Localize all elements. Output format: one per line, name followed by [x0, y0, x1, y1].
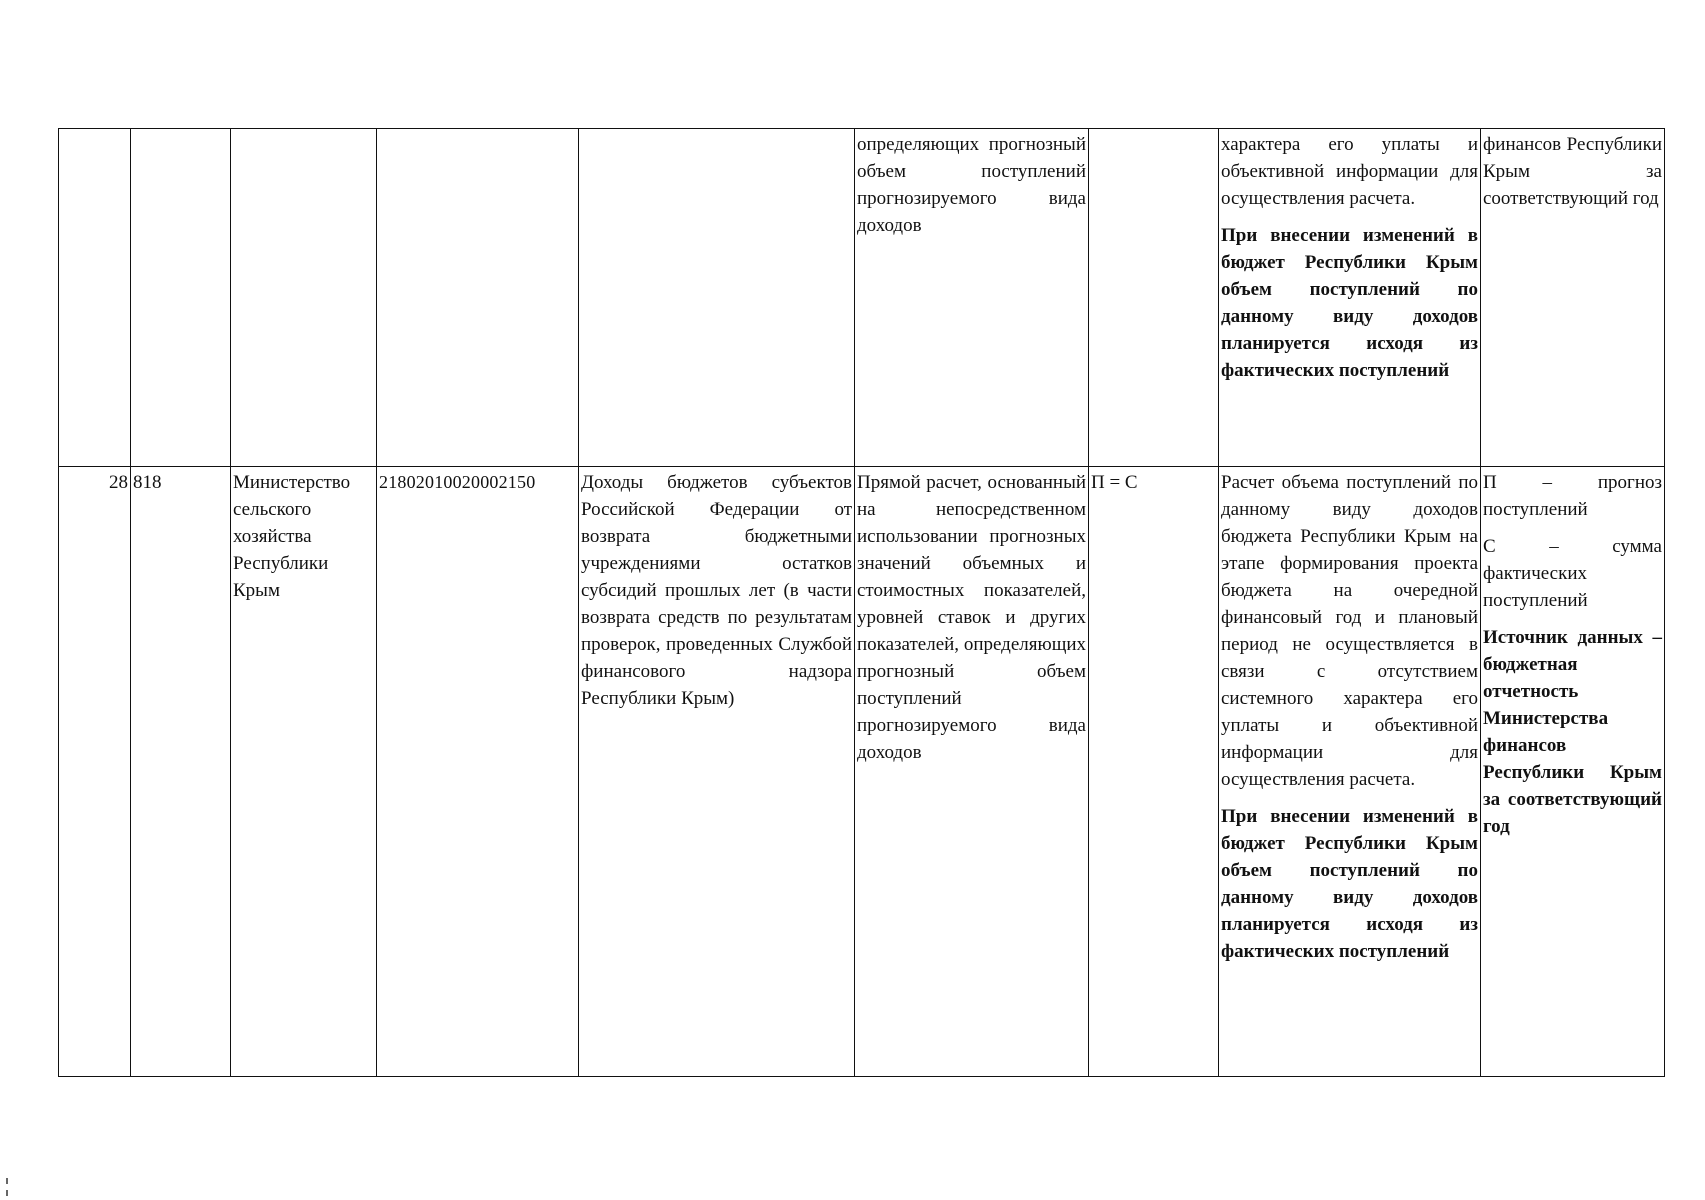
cell-number: 28 [59, 467, 131, 1077]
description-paragraph-1: Расчет объема поступлений по данному виду доходов бюджета Республики Крым на этапе формирования проекта бюджета на очередной финансовый год и плановый период не осуществляется в связи с отсутствием системного характера его уплаты и объективной информации для осуществления расчета. [1221, 472, 1478, 790]
description-paragraph-2: При внесении изменений в бюджет Республики Крым объем поступлений по данному виду доходов планируется исходя из фактических поступлений [1221, 806, 1478, 962]
table-row-continuation [59, 129, 1665, 467]
scan-mark [6, 1190, 8, 1196]
cell-admin-code: 818 [131, 467, 231, 1077]
income-name-text: Доходы бюджетов субъектов Российской Федерации от возврата бюджетными учреждениями остатков субсидий прошлых лет (в части возврата средств по результатам проверок, проведенных Службой финансового надзора Республики Крым) [581, 472, 852, 709]
method-text: определяющих прогнозный объем поступлений прогнозируемого вида доходов [857, 134, 1086, 236]
cell-method [855, 129, 1089, 467]
cell-kbk-code: 21802010020002150 [377, 467, 579, 1077]
cell-method [855, 467, 1089, 1077]
revenue-forecast-table [58, 128, 1665, 1077]
cell-admin-name: Министерство сельского хозяйства Республики Крым [231, 467, 377, 1077]
cell-source [1481, 467, 1665, 1077]
source-paragraph-1: П – прогноз поступлений [1483, 472, 1662, 520]
cell-admin-code [131, 129, 231, 467]
cell-income-name [579, 467, 855, 1077]
description-paragraph-1: характера его уплаты и объективной информации для осуществления расчета. [1221, 134, 1478, 209]
source-paragraph-2: С – сумма фактических поступлений [1483, 536, 1662, 611]
cell-formula [1089, 129, 1219, 467]
cell-number [59, 129, 131, 467]
table-row-28 [59, 467, 1665, 1077]
cell-description [1219, 129, 1481, 467]
cell-description [1219, 467, 1481, 1077]
cell-income-name [579, 129, 855, 467]
cell-source [1481, 129, 1665, 467]
method-text: Прямой расчет, основанный на непосредственном использовании прогнозных значений объемных и стоимостных показателей, уровней ставок и других показателей, определяющих прогнозный объем поступлений прогнозируемого вида доходов [857, 472, 1086, 763]
scan-mark [6, 1178, 8, 1184]
cell-kbk-code [377, 129, 579, 467]
cell-admin-name [231, 129, 377, 467]
source-text: финансов Республики Крым за соответствующий год [1483, 134, 1662, 209]
description-paragraph-2: При внесении изменений в бюджет Республики Крым объем поступлений по данному виду доходов планируется исходя из фактических поступлений [1221, 225, 1478, 381]
cell-formula: П = С [1089, 467, 1219, 1077]
source-paragraph-3: Источник данных – бюджетная отчетность Министерства финансов Республики Крым за соответствующий год [1483, 627, 1662, 837]
